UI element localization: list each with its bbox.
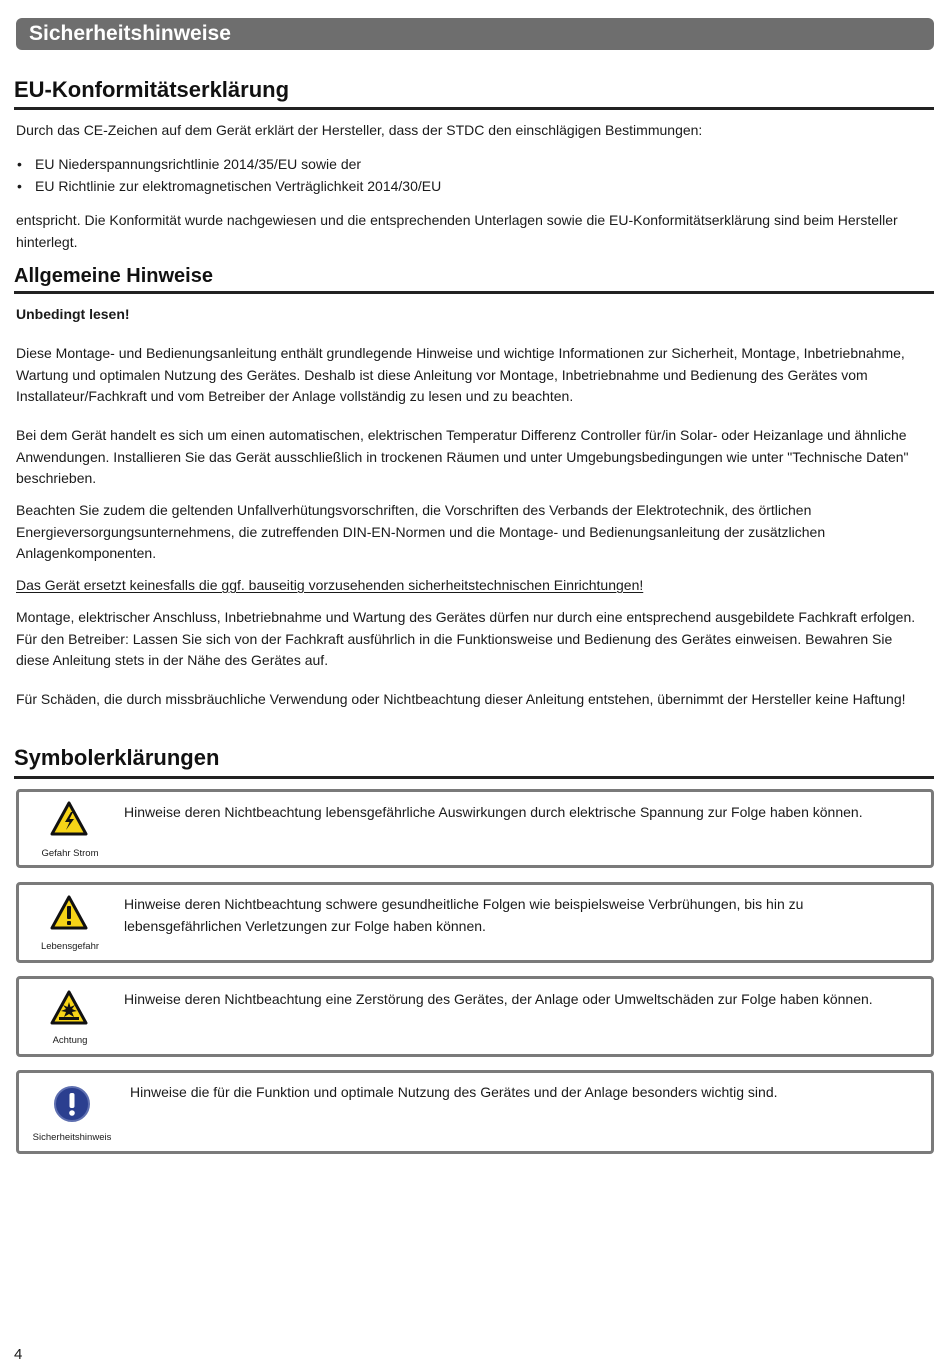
symbols-heading-rule <box>14 776 934 779</box>
symbol-caption: Sicherheitshinweis <box>32 1132 112 1143</box>
symbol-box-electric <box>16 789 934 868</box>
explosion-hazard-icon <box>50 990 88 1026</box>
symbol-caption: Achtung <box>52 1035 88 1046</box>
electric-hazard-icon <box>50 801 88 837</box>
eu-directives-list <box>16 153 441 197</box>
general-notes-heading: Allgemeine Hinweise <box>14 265 213 287</box>
symbol-caption: Lebensgefahr <box>40 941 100 952</box>
safety-devices-notice: Das Gerät ersetzt keinesfalls die ggf. bauseitig vorzusehenden sicherheitstechnischen Einrichtungen! <box>16 577 644 593</box>
symbol-box-info <box>16 1070 934 1154</box>
page-number: 4 <box>14 1346 23 1363</box>
general-paragraph: Bei dem Gerät handelt es sich um einen automatischen, elektrischen Temperatur Differenz Controller für/in Solar- oder Heizanlage und ähnliche Anwendungen. Installieren Sie das Gerät ausschließlich in trockenen Räumen und unter Umgebungsbedingungen wie unter "Technische Daten" beschrieben. <box>16 427 909 486</box>
symbol-box-danger <box>16 882 934 963</box>
symbol-description: Hinweise deren Nichtbeachtung schwere gesundheitliche Folgen wie beispielsweise Verbrühungen, bis hin zu lebensgefährlichen Verletzungen zur Folge haben können. <box>124 896 804 934</box>
list-item: • EU Richtlinie zur elektromagnetischen Verträglichkeit 2014/30/EU <box>16 175 441 197</box>
general-heading-rule <box>14 291 934 294</box>
symbol-description: Hinweise die für die Funktion und optimale Nutzung des Gerätes und der Anlage besonders wichtig sind. <box>130 1084 778 1100</box>
general-paragraph: Beachten Sie zudem die geltenden Unfallverhütungsvorschriften, die Vorschriften des Verbands der Elektrotechnik, des örtlichen Energieversorgungsunternehmens, die zutreffenden DIN-EN-Normen und die Montage- und Bedienungsanleitung der zusätzlichen Anlagenkomponenten. <box>16 502 826 561</box>
eu-outro-text: entspricht. Die Konformität wurde nachgewiesen und die entsprechenden Unterlagen sowie die EU-Konformitätserklärung sind beim Hersteller hinterlegt. <box>16 212 898 250</box>
must-read-notice: Unbedingt lesen! <box>16 306 130 322</box>
symbol-description: Hinweise deren Nichtbeachtung eine Zerstörung des Gerätes, der Anlage oder Umweltschäden zur Folge haben können. <box>124 991 873 1007</box>
symbol-caption: Gefahr Strom <box>41 848 99 859</box>
list-item: • EU Niederspannungsrichtlinie 2014/35/EU sowie der <box>16 153 441 175</box>
page-header-title: Sicherheitshinweise <box>29 22 231 45</box>
info-exclamation-circle-icon <box>53 1085 91 1123</box>
warning-exclamation-icon <box>50 895 88 931</box>
general-paragraph: Diese Montage- und Bedienungsanleitung enthält grundlegende Hinweise und wichtige Informationen zur Sicherheit, Montage, Inbetriebnahme, Wartung und optimalen Nutzung des Gerätes. Deshalb ist diese Anleitung vor Montage, Inbetriebnahme und Bedienung des Gerätes vom Installateur/Fachkraft und vom Betreiber der Anlage vollständig zu lesen und zu beachten. <box>16 345 905 404</box>
symbols-heading: Symbolerklärungen <box>14 745 220 770</box>
symbol-description: Hinweise deren Nichtbeachtung lebensgefährliche Auswirkungen durch elektrische Spannung zur Folge haben können. <box>124 804 863 820</box>
page-header-bar <box>16 18 934 50</box>
eu-conformity-heading: EU-Konformitätserklärung <box>14 77 290 102</box>
general-paragraph: Für Schäden, die durch missbräuchliche Verwendung oder Nichtbeachtung dieser Anleitung entstehen, übernimmt der Hersteller keine Haftung! <box>16 691 906 707</box>
general-paragraph: Montage, elektrischer Anschluss, Inbetriebnahme und Wartung des Gerätes dürfen nur durch eine entsprechend ausgebildete Fachkraft erfolgen. Für den Betreiber: Lassen Sie sich von der Fachkraft ausführlich in die Funktionsweise und Bedienung des Gerätes einweisen. Bewahren Sie diese Anleitung stets in der Nähe des Gerätes auf. <box>16 609 916 668</box>
symbol-box-explosion <box>16 976 934 1057</box>
eu-intro-text: Durch das CE-Zeichen auf dem Gerät erklärt der Hersteller, dass der STDC den einschlägigen Bestimmungen: <box>16 122 703 138</box>
eu-heading-rule <box>14 107 934 110</box>
